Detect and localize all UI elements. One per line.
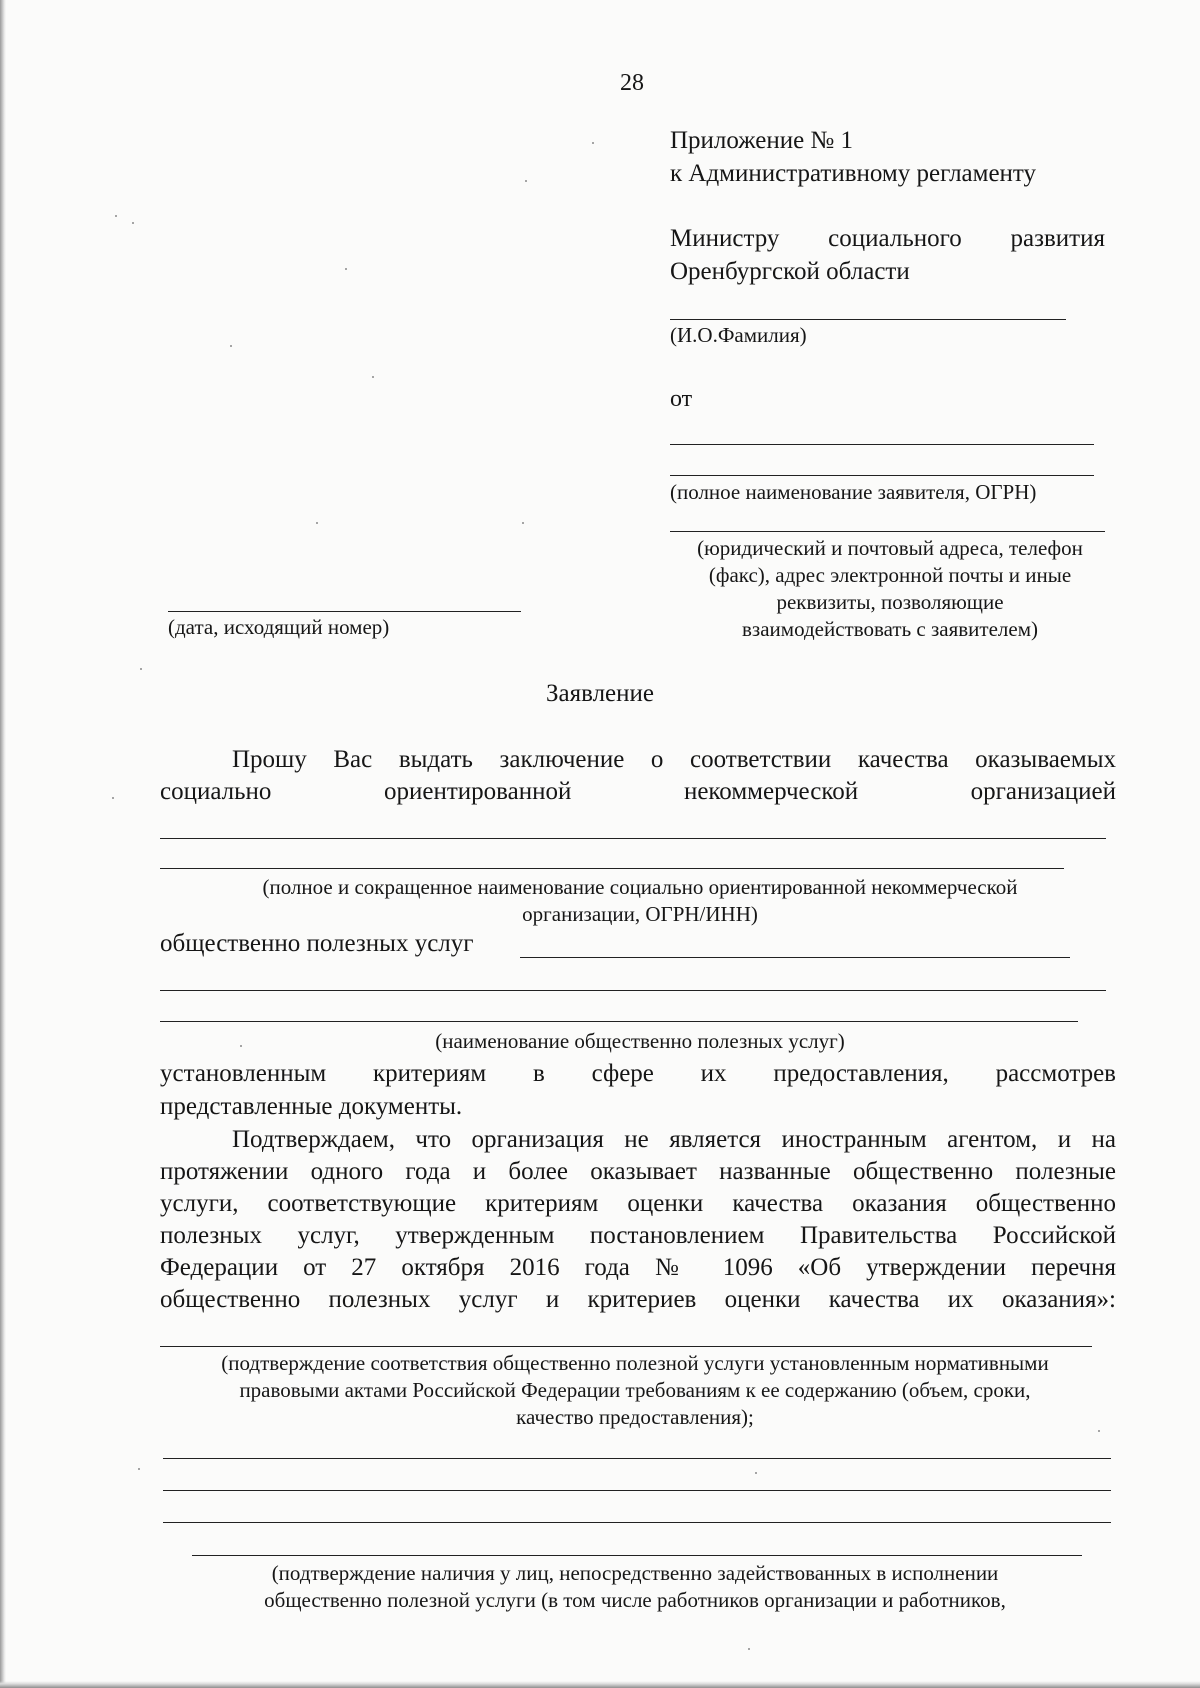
confirm-underline-5 <box>192 1555 1082 1556</box>
confirm-line: полезных услуг, утвержденным постановлением Правительства Российской <box>160 1222 1116 1249</box>
address-caption-line: взаимодействовать с заявителем) <box>742 617 1038 641</box>
applicant-underline-2 <box>670 475 1094 476</box>
request-line1: Прошу Вас выдать заключение о соответствии качества оказываемых <box>232 746 1116 773</box>
address-caption-line: реквизиты, позволяющие <box>776 590 1004 614</box>
confirm-caption-line: правовыми актами Российской Федерации требованиям к ее содержанию (объем, сроки, <box>239 1378 1031 1402</box>
scan-left-edge <box>0 0 6 1688</box>
address-underline <box>670 531 1105 532</box>
services-label: общественно полезных услуг <box>160 930 474 957</box>
scan-speck <box>522 522 524 524</box>
appendix-title: Приложение № 1 <box>670 127 854 154</box>
page-number: 28 <box>620 70 644 96</box>
org-underline-2 <box>160 868 1064 869</box>
doc-title: Заявление <box>545 680 655 707</box>
criteria-line1: установленным критериям в сфере их предоставления, рассмотрев <box>160 1060 1116 1087</box>
confirm-underline-3 <box>163 1490 1111 1491</box>
confirm-line: протяжении одного года и более оказывает названные общественно полезные <box>160 1158 1116 1185</box>
address-caption-line: (юридический и почтовый адреса, телефон <box>697 536 1083 560</box>
appendix-subtitle: к Административному регламенту <box>670 160 1037 187</box>
confirm-caption-line: качество предоставления); <box>516 1405 754 1429</box>
org-underline-1 <box>160 838 1106 839</box>
confirm-caption-line: (подтверждение соответствия общественно полезной услуги установленным нормативными <box>221 1351 1049 1375</box>
scan-speck <box>345 268 347 270</box>
request-line2: социально ориентированной некоммерческой организацией <box>160 778 1116 805</box>
confirm-caption-line: общественно полезной услуги (в том числе работников организации и работников, <box>264 1588 1006 1612</box>
scan-speck <box>372 376 374 378</box>
address-caption <box>665 535 1115 643</box>
confirm-underline-2 <box>163 1458 1111 1459</box>
confirm-line: Федерации от 27 октября 2016 года № 1096 «Об утверждении перечня <box>160 1254 1116 1281</box>
confirm-line: общественно полезных услуг и критериев оценки качества их оказания»: <box>160 1286 1116 1313</box>
criteria-line2: представленные документы. <box>160 1093 463 1120</box>
scan-speck <box>525 180 527 182</box>
confirm-caption-2 <box>150 1560 1120 1614</box>
services-underline-3 <box>160 1021 1078 1022</box>
scan-speck <box>230 345 232 347</box>
scan-speck <box>1098 1430 1100 1432</box>
fio-underline <box>670 319 1066 320</box>
scan-speck <box>112 797 114 799</box>
scan-speck <box>140 668 142 670</box>
applicant-caption: (полное наименование заявителя, ОГРН) <box>670 480 1037 504</box>
scan-speck <box>138 1468 140 1470</box>
scan-speck <box>240 1045 242 1047</box>
services-underline-2 <box>160 990 1106 991</box>
scan-bottom-edge <box>0 1681 1200 1688</box>
org-caption <box>160 874 1120 928</box>
address-caption-line: (факс), адрес электронной почты и иные <box>708 563 1072 587</box>
applicant-underline-1 <box>670 444 1094 445</box>
scan-speck <box>316 522 318 524</box>
services-underline-inline <box>520 957 1070 958</box>
confirm-caption-1 <box>150 1350 1120 1431</box>
services-caption: (наименование общественно полезных услуг) <box>435 1029 845 1053</box>
date-caption: (дата, исходящий номер) <box>168 615 390 639</box>
scan-speck <box>592 142 594 144</box>
scan-speck <box>748 1648 750 1650</box>
scan-speck <box>132 222 134 224</box>
scan-speck <box>115 215 117 217</box>
confirm-underline-1 <box>160 1346 1092 1347</box>
confirm-caption-line: (подтверждение наличия у лиц, непосредственно задействованных в исполнении <box>271 1561 999 1585</box>
addressee-line1: Министру социального развития <box>670 225 1105 252</box>
scan-speck <box>755 1472 757 1474</box>
addressee-line2: Оренбургской области <box>670 258 910 285</box>
confirm-line: Подтверждаем, что организация не является иностранным агентом, и на <box>232 1126 1116 1153</box>
date-underline <box>168 611 521 612</box>
confirm-underline-4 <box>163 1522 1111 1523</box>
org-caption-line: (полное и сокращенное наименование социально ориентированной некоммерческой <box>262 875 1018 899</box>
fio-caption: (И.О.Фамилия) <box>670 323 807 347</box>
from-label: от <box>670 386 693 412</box>
org-caption-line: организации, ОГРН/ИНН) <box>522 902 758 926</box>
confirm-line: услуги, соответствующие критериям оценки качества оказания общественно <box>160 1190 1116 1217</box>
